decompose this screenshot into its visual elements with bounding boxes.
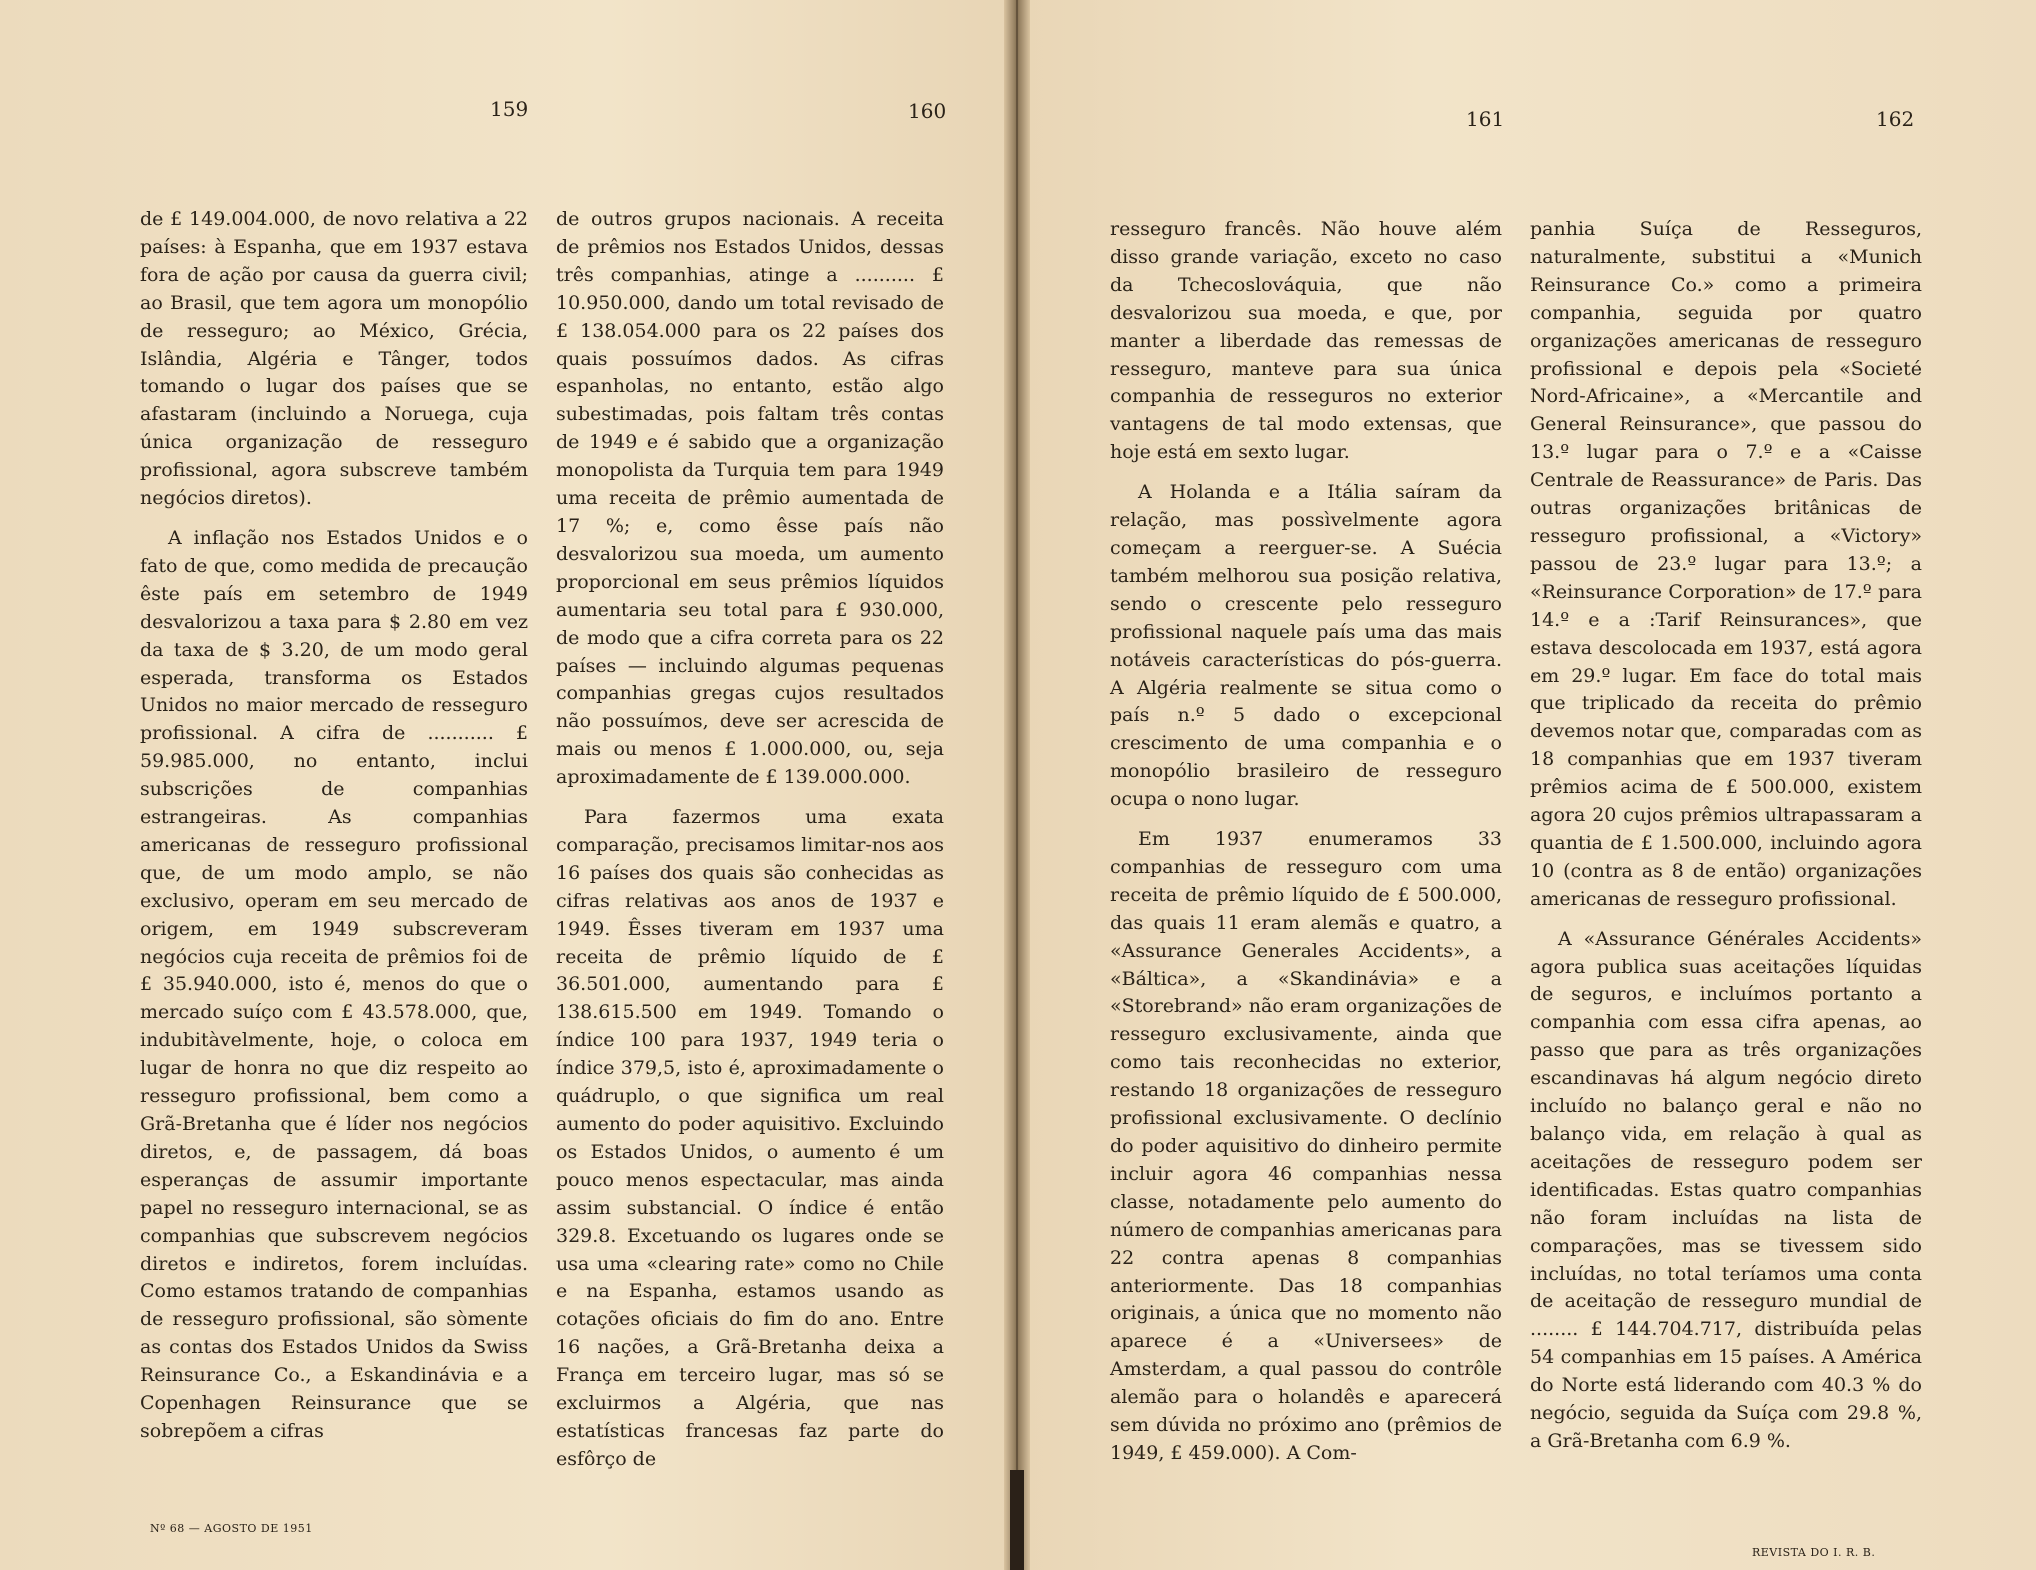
- column-page-161: [1110, 216, 1502, 1480]
- gutter-shadow: [1010, 1470, 1024, 1570]
- column-page-162: [1530, 216, 1922, 1468]
- paragraph: Para fazermos uma exata comparação, precisamos limitar-nos aos 16 países dos quais são conhecidas as cifras relativas aos anos de 1937 e 1949. Êsses tiveram em 1937 uma receita de prêmio líquido de £ 36.501.000, aumentando para £ 138.615.500 em 1949. Tomando o índice 100 para 1937, 1949 teria o índice 379,5, isto é, aproximadamente o quádruplo, o que significa um real aumento do poder aquisitivo. Excluindo os Estados Unidos, o aumento é um pouco menos espectacular, mas ainda assim substancial. O índice é então 329.8. Excetuando os lugares onde se usa uma «clearing rate» como no Chile e na Espanha, estamos usando as cotações oficiais do fim do ano. Entre 16 nações, a Grã-Bretanha deixa a França em terceiro lugar, mas só se excluirmos a Algéria, que nas estatísticas francesas faz parte do esfôrço de: [556, 806, 944, 1470]
- page-number-159: 159: [490, 97, 529, 121]
- paragraph: A inflação nos Estados Unidos e o fato de que, como medida de precaução êste país em setembro de 1949 desvalorizou a taxa para $ 2.80 em vez da taxa de $ 3.20, de um modo geral esperada, transforma os Estados Unidos no maior mercado de resseguro profissional. A cifra de ........... £ 59.985.000, no entanto, inclui subscrições de companhias estrangeiras. As companhias americanas de resseguro profissional que, de um modo amplo, se não exclusivo, operam em seu mercado de origem, em 1949 subscreveram negócios cuja receita de prêmios foi de £ 35.940.000, isto é, menos do que o mercado suíço com £ 43.578.000, que, indubitàvelmente, hoje, o coloca em lugar de honra no que diz respeito ao resseguro profissional, bem como a Grã-Bretanha que é líder nos negócios diretos, e, de passagem, dá boas esperanças de assumir importante papel no resseguro internacional, se as companhias que subscrevem negócios diretos e indiretos, forem incluídas. Como estamos tratando de companhias de resseguro profissional, são sòmente as contas dos Estados Unidos da Swiss Reinsurance Co., a Eskandinávia e a Copenhagen Reinsurance que se sobrepõem a cifras: [140, 526, 528, 1442]
- column-page-160: [556, 206, 944, 1486]
- page-number-160: 160: [908, 99, 947, 123]
- column-page-159: [140, 206, 528, 1458]
- paragraph: A «Assurance Générales Accidents» agora publica suas aceitações líquidas de seguros, e incluímos portanto a companhia com essa cifra apenas, ao passo que para as três organizações escandinavas há algum negócio direto incluído no balanço geral e não no balanço vida, em relação à qual as aceitações de resseguro podem ser identificadas. Estas quatro companhias não foram incluídas na lista de comparações, mas se tivessem sido incluídas, no total teríamos uma conta de aceitação de resseguro mundial de ........ £ 144.704.717, distribuída pelas 54 companhias em 15 países. A América do Norte está liderando com 40.3 % do negócio, seguida da Suíça com 29.8 %, a Grã-Bretanha com 6.9 %.: [1530, 927, 1922, 1452]
- paragraph: resseguro francês. Não houve além disso grande variação, exceto no caso da Tchecoslováquia, que não desvalorizou sua moeda, e que, por manter a liberdade das remessas de resseguro, manteve para sua única companhia de resseguros no exterior vantagens de tal modo extensas, que hoje está em sexto lugar.: [1110, 218, 1502, 464]
- paragraph: de £ 149.004.000, de novo relativa a 22 países: à Espanha, que em 1937 estava fora de ação por causa da guerra civil; ao Brasil, que tem agora um monopólio de resseguro; ao México, Grécia, Islândia, Algéria e Tânger, todos tomando o lugar dos países que se afastaram (incluindo a Noruega, cuja única organização de resseguro profissional, agora subscreve também negócios diretos).: [140, 208, 528, 510]
- paragraph: A Holanda e a Itália saíram da relação, mas possìvelmente agora começam a reerguer-se. A Suécia também melhorou sua posição relativa, sendo o crescente pelo resseguro profissional naquele país uma das mais notáveis características do pós-guerra. A Algéria realmente se situa como o país n.º 5 dado o excepcional crescimento de uma companhia e o monopólio brasileiro de resseguro ocupa o nono lugar.: [1110, 481, 1502, 811]
- book-gutter: [1004, 0, 1030, 1570]
- paragraph: panhia Suíça de Resseguros, naturalmente, substitui a «Munich Reinsurance Co.» como a primeira companhia, seguida por quatro organizações americanas de resseguro profissional e depois pela «Societé Nord-Africaine», a «Mercantile and General Reinsurance», que passou do 13.º lugar para o 7.º e a «Caisse Centrale de Reassurance» de Paris. Das outras organizações britânicas de resseguro profissional, a «Victory» passou de 23.º lugar para 13.º; a «Reinsurance Corporation» de 17.º para 14.º e a :Tarif Reinsurances», que estava descolocada em 1937, está agora em 29.º lugar. Em face do total mais que triplicado da receita do prêmio devemos notar que, comparadas com as 18 companhias que em 1937 tiveram prêmios acima de £ 500.000, existem agora 20 cujos prêmios ultrapassaram a quantia de £ 1.500.000, incluindo agora 10 (contra as 8 de então) organizações americanas de resseguro profissional.: [1530, 218, 1922, 910]
- footer-journal-title: REVISTA DO I. R. B.: [1752, 1546, 1876, 1559]
- paragraph: Em 1937 enumeramos 33 companhias de resseguro com uma receita de prêmio líquido de £ 500.000, das quais 11 eram alemãs e quatro, a «Assurance Generales Accidents», a «Báltica», a «Skandinávia» e a «Storebrand» não eram organizações de resseguro exclusivamente, ainda que como tais reconhecidas no exterior, restando 18 organizações de resseguro profissional exclusivamente. O declínio do poder aquisitivo do dinheiro permite incluir agora 46 companhias nessa classe, notadamente pelo aumento do número de companhias americanas para 22 contra apenas 8 companhias anteriormente. Das 18 companhias originais, a única que no momento não aparece é a «Universees» de Amsterdam, a qual passou do contrôle alemão para o holandês e aparecerá sem dúvida no próximo ano (prêmios de 1949, £ 459.000). A Com-: [1110, 828, 1502, 1464]
- page-number-161: 161: [1466, 107, 1505, 131]
- paragraph: de outros grupos nacionais. A receita de prêmios nos Estados Unidos, dessas três companhias, atinge a .......... £ 10.950.000, dando um total revisado de £ 138.054.000 para os 22 países dos quais possuímos dados. As cifras espanholas, no entanto, estão algo subestimadas, pois faltam três contas de 1949 e é sabido que a organização monopolista da Turquia tem para 1949 uma receita de prêmio aumentada de 17 %; e, como êsse país não desvalorizou sua moeda, um aumento proporcional em seus prêmios líquidos aumentaria seu total para £ 930.000, de modo que a cifra correta para os 22 países — incluindo algumas pequenas companhias gregas cujos resultados não possuímos, deve ser acrescida de mais ou menos £ 1.000.000, ou, seja aproximadamente de £ 139.000.000.: [556, 208, 944, 789]
- footer-issue-date: Nº 68 — AGOSTO DE 1951: [150, 1522, 313, 1535]
- page-number-162: 162: [1876, 107, 1915, 131]
